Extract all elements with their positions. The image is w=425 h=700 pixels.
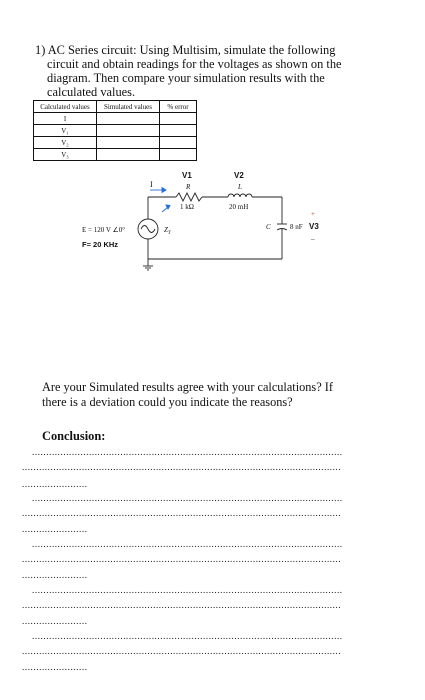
answer-line[interactable]: ................................................................................................................ [22, 646, 342, 656]
answer-line[interactable]: ....................... [22, 662, 88, 672]
v2-label: V2 [234, 171, 244, 180]
header-calculated: Calculated values [34, 101, 97, 113]
answer-line[interactable]: ................................................................................................................ [22, 462, 342, 472]
question2-line-1: Are your Simulated results agree with your calculations? If [42, 380, 333, 394]
current-arrow-head [162, 188, 166, 193]
v1-label: V1 [182, 171, 192, 180]
question-line-2: circuit and obtain readings for the voltages as shown on the [47, 57, 342, 71]
v3-label: V3 [309, 222, 319, 231]
r-value: 1 kΩ [180, 203, 194, 211]
answer-line[interactable]: ....................... [22, 524, 88, 534]
row-label-v1: V₁ [34, 125, 97, 137]
answer-line[interactable]: ....................... [22, 570, 88, 580]
r-label: R [186, 183, 191, 191]
l-label: L [238, 183, 242, 191]
question-line-1: 1) AC Series circuit: Using Multisim, simulate the following [35, 43, 336, 57]
question2-line-2: there is a deviation could you indicate the reasons? [42, 395, 293, 409]
row-label-i: I [34, 113, 97, 125]
answer-line[interactable]: ....................... [22, 616, 88, 626]
resistor-symbol [176, 193, 202, 201]
answer-line[interactable]: ............................................................................................................. [32, 447, 343, 457]
row-label-v2: V₂ [34, 137, 97, 149]
answer-line[interactable]: ....................... [22, 479, 88, 489]
source-label: E = 120 V ∠0° [82, 226, 126, 234]
zt-label: $Z_T$ [164, 226, 171, 236]
answer-line[interactable]: ............................................................................................................. [32, 631, 343, 641]
current-label: I [150, 180, 153, 189]
c-label: C [266, 223, 271, 231]
answer-line[interactable]: ............................................................................................................. [32, 493, 343, 503]
question-line-3: diagram. Then compare your simulation results with the [47, 71, 325, 85]
answer-line[interactable]: ............................................................................................................. [32, 585, 343, 595]
answer-line[interactable]: ............................................................................................................. [32, 539, 343, 549]
answer-line[interactable]: ................................................................................................................ [22, 554, 342, 564]
header-simulated: Simulated values [97, 101, 160, 113]
inductor-symbol [228, 194, 252, 197]
question-line-4: calculated values. [47, 85, 136, 99]
c-value: 8 nF [290, 223, 303, 231]
header-error: % error [160, 101, 197, 113]
answer-line[interactable]: ................................................................................................................ [22, 508, 342, 518]
v3-plus: + [311, 210, 315, 218]
ac-wave-icon [141, 226, 155, 233]
question-2-text [42, 380, 362, 410]
conclusion-heading: Conclusion: [42, 429, 106, 443]
v3-minus: – [311, 235, 315, 243]
frequency-label: F= 20 KHz [82, 240, 119, 249]
row-label-v3: V₃ [34, 149, 97, 161]
l-value: 20 mH [229, 203, 249, 211]
answer-line[interactable]: ................................................................................................................ [22, 600, 342, 610]
